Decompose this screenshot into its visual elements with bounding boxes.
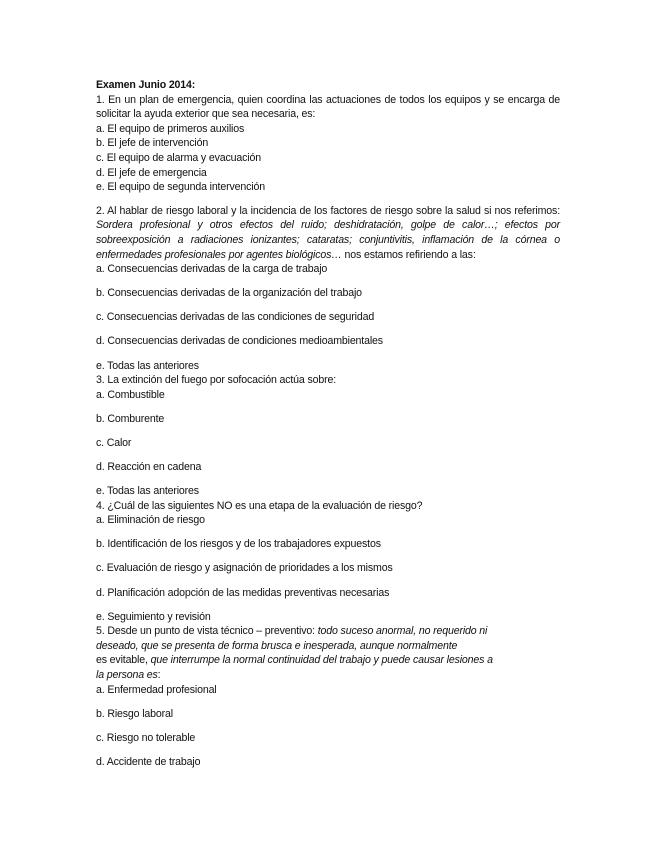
q5-line-4 bbox=[96, 668, 560, 683]
q5-italic-line-4: la persona es bbox=[96, 669, 158, 681]
q5-line-4-tail: : bbox=[157, 669, 161, 681]
question-1-text: 1. En un plan de emergencia, quien coordina las actuaciones de todos los equipos y se encarga de solicitar la ayuda exterior que sea necesaria, es: bbox=[96, 93, 560, 121]
q2-option-e: e. Todas las anteriores bbox=[96, 359, 199, 372]
q2-lead: 2. Al hablar de riesgo laboral y la incidencia de los factores de riesgo sobre la salud si nos referimos: bbox=[96, 204, 560, 217]
q5-line-2 bbox=[96, 639, 560, 654]
q3-option-d: d. Reacción en cadena bbox=[96, 460, 202, 473]
q1-option-a: a. El equipo de primeros auxilios bbox=[96, 122, 245, 135]
q3-option-e: e. Todas las anteriores bbox=[96, 485, 199, 498]
q4-option-b: b. Identificación de los riesgos y de los trabajadores expuestos bbox=[96, 538, 381, 551]
q5-lead: 5. Desde un punto de vista técnico – preventivo: bbox=[96, 625, 318, 638]
q2-italic-examples: Sordera profesional y otros efectos del ruido; deshidratación, golpe de calor…; efectos por sobreexposición a radiaciones ionizantes; cataratas; conjuntivitis, inflamación de la córnea o enfermedades profesionales por agentes biológicos… bbox=[96, 219, 560, 261]
q2-option-d: d. Consecuencias derivadas de condiciones medioambientales bbox=[96, 335, 383, 348]
q2-tail: nos estamos refiriendo a las: bbox=[341, 248, 476, 261]
q3-option-c: c. Calor bbox=[96, 436, 132, 449]
question-3-text: 3. La extinción del fuego por sofocación actúa sobre: bbox=[96, 374, 336, 387]
q5-italic-line-1: todo suceso anormal, no requerido ni bbox=[317, 625, 488, 638]
q5-option-a: a. Enfermedad profesional bbox=[96, 683, 217, 696]
q1-option-e: e. El equipo de segunda intervención bbox=[96, 181, 265, 194]
q3-option-a: a. Combustible bbox=[96, 388, 165, 401]
q1-option-c: c. El equipo de alarma y evacuación bbox=[96, 151, 261, 164]
q5-line-3-plain: es evitable, bbox=[96, 654, 151, 667]
q4-option-c: c. Evaluación de riesgo y asignación de prioridades a los mismos bbox=[96, 562, 393, 575]
q4-option-d: d. Planificación adopción de las medidas preventivas necesarias bbox=[96, 586, 390, 599]
q5-option-d: d. Accidente de trabajo bbox=[96, 755, 201, 768]
question-2-text bbox=[96, 204, 560, 262]
q4-option-e: e. Seguimiento y revisión bbox=[96, 610, 211, 623]
q1-option-d: d. El jefe de emergencia bbox=[96, 166, 207, 179]
q5-option-b: b. Riesgo laboral bbox=[96, 707, 173, 720]
q5-option-c: c. Riesgo no tolerable bbox=[96, 731, 196, 744]
q1-option-b: b. El jefe de intervención bbox=[96, 137, 209, 150]
question-4-text: 4. ¿Cuál de las siguientes NO es una etapa de la evaluación de riesgo? bbox=[96, 499, 423, 512]
q2-option-a: a. Consecuencias derivadas de la carga de trabajo bbox=[96, 263, 328, 276]
q2-option-b: b. Consecuencias derivadas de la organización del trabajo bbox=[96, 287, 362, 300]
q5-italic-line-3: que interrumpe la normal continuidad del trabajo y puede causar lesiones a bbox=[150, 654, 493, 667]
q2-option-c: c. Consecuencias derivadas de las condiciones de seguridad bbox=[96, 311, 375, 324]
question-5-text bbox=[96, 624, 560, 682]
q5-line-1 bbox=[96, 624, 560, 639]
exam-document bbox=[96, 78, 560, 769]
q4-option-a: a. Eliminación de riesgo bbox=[96, 514, 205, 527]
exam-title: Examen Junio 2014: bbox=[96, 79, 196, 91]
q5-line-3 bbox=[96, 653, 560, 668]
q3-option-b: b. Comburente bbox=[96, 412, 165, 425]
q5-italic-line-2: deseado, que se presenta de forma brusca e inesperada, aunque normalmente bbox=[96, 639, 458, 652]
